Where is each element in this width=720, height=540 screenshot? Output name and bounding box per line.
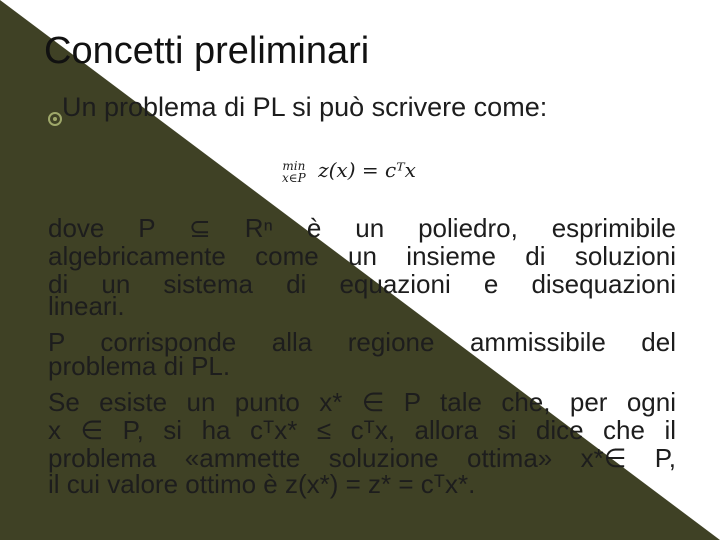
body-line-9: problema «ammette soluzione ottima» x*∈ P, — [48, 443, 676, 473]
body-line-8: x ∈ P, si ha cᵀx* ≤ cᵀx, allora si dice che il — [48, 415, 676, 445]
body-line-2: algebricamente come un insieme di soluzioni — [48, 241, 676, 271]
min-operator-top: min — [282, 158, 306, 173]
body-line-10: il cui valore ottimo è z(x*) = z* = cᵀx*. — [48, 469, 476, 499]
lead-text: Un problema di PL si può scrivere come: — [62, 92, 548, 122]
formula-expression: z(x) = cᵀx — [318, 158, 416, 182]
body-line-5: P corrisponde alla regione ammissibile del — [48, 327, 676, 357]
body-line-4: lineari. — [48, 291, 125, 321]
min-operator — [282, 160, 306, 184]
body-line-6: problema di PL. — [48, 351, 231, 381]
min-operator-bottom: x∈P — [282, 170, 306, 185]
bullet-icon — [48, 112, 62, 126]
objective-formula — [282, 158, 416, 184]
body-line-3: di un sistema di equazioni e disequazioni — [48, 269, 676, 299]
slide-title: Concetti preliminari — [44, 30, 370, 72]
body-line-1: dove P ⊆ Rⁿ è un poliedro, esprimibile — [48, 213, 676, 243]
body-line-7: Se esiste un punto x* ∈ P tale che, per ogni — [48, 387, 676, 417]
